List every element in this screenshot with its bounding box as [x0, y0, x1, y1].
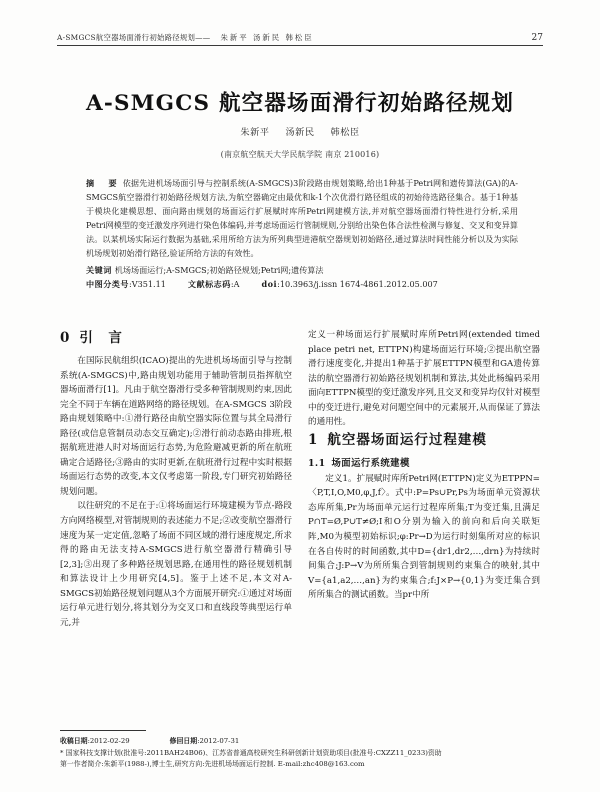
section-number: 0 [60, 330, 71, 346]
right-column [308, 328, 540, 603]
doi-label: doi [261, 279, 278, 290]
abstract-block [86, 176, 518, 292]
carryover-paragraph: 定义一种场面运行扩展赋时库所Petri网(extended timed place petri net, ETTPN)构建场面运行环境;②提出航空器滑行速度变化,并提出1种基于扩展ETTPN模型和GA遗传算法的航空器滑行初始路径规划机制和算法,其处此杨编码采用面向ETTPN模型的变迁激发序列,且交叉和变异均仅针对模型中的变迁进行,避免对问题空间中的元素展开,从而保证了算法的通用性。 [308, 330, 540, 428]
footnote-block [60, 736, 544, 771]
received-label: 收稿日期 [60, 737, 88, 745]
running-head [57, 27, 543, 43]
author-list [0, 124, 600, 138]
footnote-author-bio: 第一作者简介:朱新平(1988-),博士生,研究方向:先进机场场面运行控制. E-mail:zhc408@163.com [60, 760, 365, 769]
received-value: 2012-02-29 [89, 737, 130, 745]
intro-paragraph-1: 在国际民航组织(ICAO)提出的先进机场场面引导与控制系统(A-SMGCS)中,路由规划功能用于辅助管制员指挥航空器场面滑行[1]。凡由于航空器滑行受多种管制规则约束,因此完全不同于车辆在道路网络的路径规划。在A-SMGCS 3阶段路由规划策略中:①滑行路径由航空器实际位置与其全局滑行路径(或信息管制员动态交互确定);②滑行前动态路由排班,根据航班进港人时对场面运行态势,为危险避减更新的所在航班确定合适路径;③路由的实时更新,在航班滑行过程中实时根据场面运行态势的改变,本文仅考虑第一阶段,专门研究初始路径规划问题。 [60, 356, 292, 497]
doi-value: 10.3963/j.issn 1674-4861.2012.05.007 [279, 279, 438, 290]
doi-segment: doi:10.3963/j.issn 1674-4861.2012.05.007 [261, 279, 438, 290]
definition-paragraph: 定义1。扩展赋时库所Petri网(ETTPN)定义为ETPPN=〈P,T,I,O,M0,φ,J,f〉。式中:P=Ps∪Pr,Ps为场面单元资源状态库所集,Pr为场面单元运行过程库所集;T为变迁集,且满足P∩T=Ø,P∪T≠Ø;I和O分别为输入的前向和后向关联矩阵,M0为模型初始标识;φ:Pr→D为运行时刻集所对应的标识在各自传时的时间函数,其中D={dr1,dr2,…,drn}为持续时间集合;J:P→V为所所集合到管制规则约束集合的映射,其中V={a1,a2,…,an}为约束集合;f:J×P→{0,1}为变迁集合到所所集合的测试函数。当pr中所 [308, 473, 540, 601]
revised-label: 修回日期 [169, 737, 198, 745]
section-title: 引 言 [79, 330, 123, 346]
running-head-left [57, 32, 314, 43]
doc-code-segment: 文献标志码:A [187, 279, 240, 290]
subsection-title: 场面运行系统建模 [331, 457, 410, 469]
author-2: 汤新民 [285, 127, 315, 138]
intro-paragraph-2: 以往研究的不足在于:①将场面运行环境建模为节点-路段方向网络模型,对管制规则的表述能力不足;②改变航空器滑行速度为某一定定值,忽略了场面不同区域的滑行速度规定,所求得的路由无法支持A-SMGCS进行航空器滑行精确引导[2,3];③出现了多种路径规划思路,在通用性的路径规划机制和算法设计上少用研究[4,5]。鉴于上述不足,本文对A-SMGCS初始路径规划问题从3个方面展开研究:①通过对场面运行单元进行划分,将其划分为交叉口和直线段等典型运行单元,并 [60, 501, 292, 628]
author-3: 韩松臣 [330, 127, 360, 138]
revised-date: 修回日期:2012-07-31 [169, 737, 240, 745]
doc-code-value: A [233, 279, 240, 290]
running-head-title: A-SMGCS航空器场面滑行初始路径规划—— [57, 33, 211, 42]
classification-line [86, 277, 518, 292]
footnote-dates [60, 736, 544, 748]
received-date: 收稿日期:2012-02-29 [60, 737, 130, 745]
abstract-label: 摘 要 [86, 178, 120, 188]
clc-value: V351.11 [131, 279, 166, 290]
section-title: 航空器场面运行过程建模 [327, 431, 487, 448]
affiliation: (南京航空航天大学民航学院 南京 210016) [220, 150, 380, 159]
keywords-label: 关键词 [86, 264, 112, 275]
footnote-funding: * 国家科技支撑计划(批准号:2011BAH24B06)、江苏省普通高校研究生科研创新计划资助项目(批准号:CXZZ11_0233)资助 [60, 748, 442, 757]
doc-code-label: 文献标志码 [187, 279, 231, 290]
footnote-rule [60, 730, 146, 731]
keywords-text: 机场场面运行;A-SMGCS;初始路径规划;Petri网;遗传算法 [114, 264, 324, 275]
page-title: A-SMGCS 航空器场面滑行初始路径规划 [85, 91, 515, 116]
abstract-paragraph [86, 176, 518, 261]
keywords-line [86, 263, 518, 278]
author-1: 朱新平 [240, 127, 270, 138]
section-number: 1 [308, 431, 319, 448]
page-number: 27 [531, 33, 543, 43]
running-head-authors: 朱新平 汤新民 韩松臣 [220, 33, 314, 42]
clc-label: 中图分类号 [86, 279, 129, 290]
abstract-text: 依据先进机场场面引导与控制系统(A-SMGCS)3阶段路由规划策略,给出1种基于Petri网和遗传算法(GA)的A-SMGCS航空器滑行初始路径规划方法,为航空器确定由最优和k-1个次优滑行路径组成的初始待选路径集合。基于1种基于模块化建模思想、面向路由规划的场面运行扩展赋时库所Petri网建模方法,并对航空器场面滑行特性进行分析,采用Petri网模型的变迁激发序列进行染色体编码,并考虑场面运行管制规则,分别给出染色体合法性检测与修复、交叉和变异算法。以某机场实际运行数据为基础,采用所给方法为所列典型进港航空器规划初始路径,通过算法时间性能分析以及为实际机场规划初始滑行路径,验证所给方法的有效性。 [86, 178, 518, 259]
section-heading-modeling [308, 430, 540, 450]
clc-segment: 中图分类号:V351.11 [86, 279, 166, 290]
left-column [60, 328, 292, 630]
running-head-rule [57, 45, 543, 46]
revised-value: 2012-07-31 [199, 737, 240, 745]
section-heading-intro [60, 328, 292, 348]
subsection-heading-system-modeling [308, 456, 540, 471]
subsection-number: 1.1 [308, 457, 326, 469]
